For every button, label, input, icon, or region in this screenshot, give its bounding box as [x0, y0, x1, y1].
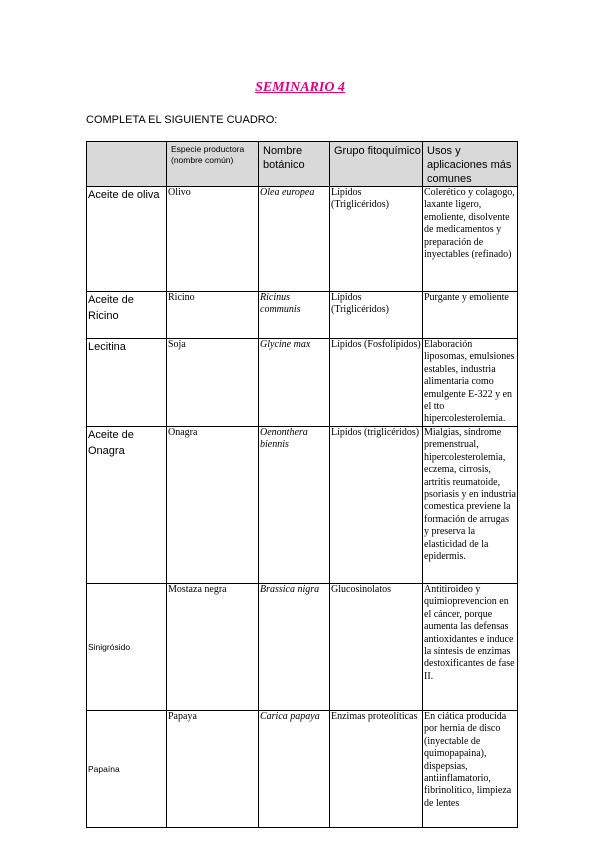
cell-nombre-botanico: Glycine max — [259, 339, 330, 427]
table-row — [87, 292, 518, 339]
cell-usos: Purgante y emoliente — [423, 292, 518, 339]
cell-grupo: Lípidos (Fosfolípidos) — [330, 339, 423, 427]
cell-grupo: Lípidos (triglicéridos) — [330, 427, 423, 584]
table-row — [87, 187, 518, 292]
cell-nombre-botanico: Oenonthera biennis — [259, 427, 330, 584]
header-cell-grupo: Grupo fitoquímico — [330, 142, 423, 187]
cell-usos: Antitiroideo y quimioprevencion en el cáncer, porque aumenta las defensas antioxidantes e induce la síntesis de enzimas destoxificantes de fase II. — [423, 584, 518, 711]
cell-especie: Olivo — [167, 187, 259, 292]
cell-especie: Papaya — [167, 711, 259, 828]
header-cell-nombre: Nombre botánico — [259, 142, 330, 187]
cell-especie: Ricino — [167, 292, 259, 339]
cell-usos: En ciática producida por hernia de disco (inyectable de quimopapaina), dispepsias, antiinflamatorio, fibrinolítico, limpieza de lentes — [423, 711, 518, 828]
cell-nombre-botanico: Brassica nigra — [259, 584, 330, 711]
table-row — [87, 584, 518, 711]
cell-usos: Colerético y colagogo, laxante ligero, emoliente, disolvente de medicamentos y preparación de inyectables (refinado) — [423, 187, 518, 292]
cell-especie: Soja — [167, 339, 259, 427]
header-cell-empty — [87, 142, 167, 187]
cell-especie: Onagra — [167, 427, 259, 584]
page-title: SEMINARIO 4 — [255, 80, 345, 95]
cell-grupo: Lípidos (Triglicéridos) — [330, 187, 423, 292]
cell-nombre-botanico: Carica papaya — [259, 711, 330, 828]
table-header-row — [87, 142, 518, 187]
cell-grupo: Enzimas proteolíticas — [330, 711, 423, 828]
table-row — [87, 339, 518, 427]
seminar-table — [86, 141, 518, 828]
cell-nombre-botanico: Olea europea — [259, 187, 330, 292]
header-cell-usos: Usos y aplicaciones más comunes — [423, 142, 518, 187]
cell-nombre-botanico: Ricinus communis — [259, 292, 330, 339]
cell-grupo: Glucosinolatos — [330, 584, 423, 711]
cell-usos: Mialgias, síndrome premenstrual, hipercolesterolemia, eczema, cirrosis, artritis reumatoide, psoriasis y en industria comestica previene la formación de arrugas y preserva la elasticidad de la epidermis. — [423, 427, 518, 584]
cell-grupo: Lípidos (Triglicéridos) — [330, 292, 423, 339]
cell-usos: Elaboración liposomas, emulsiones estables, industria alimentaria como emulgente E-322 y en el tto hipercolesterolemia. — [423, 339, 518, 427]
row-name: Aceite de Ricino — [87, 292, 167, 339]
row-name: Papaína — [87, 711, 167, 828]
instruction-text: COMPLETA EL SIGUIENTE CUADRO: — [86, 114, 278, 126]
row-name: Lecitina — [87, 339, 167, 427]
table-row — [87, 711, 518, 828]
row-name: Sinigrósido — [87, 584, 167, 711]
row-name: Aceite de oliva — [87, 187, 167, 292]
cell-especie: Mostaza negra — [167, 584, 259, 711]
table-row — [87, 427, 518, 584]
row-name: Aceite de Onagra — [87, 427, 167, 584]
header-cell-especie: Especie productora (nombre común) — [167, 142, 259, 187]
